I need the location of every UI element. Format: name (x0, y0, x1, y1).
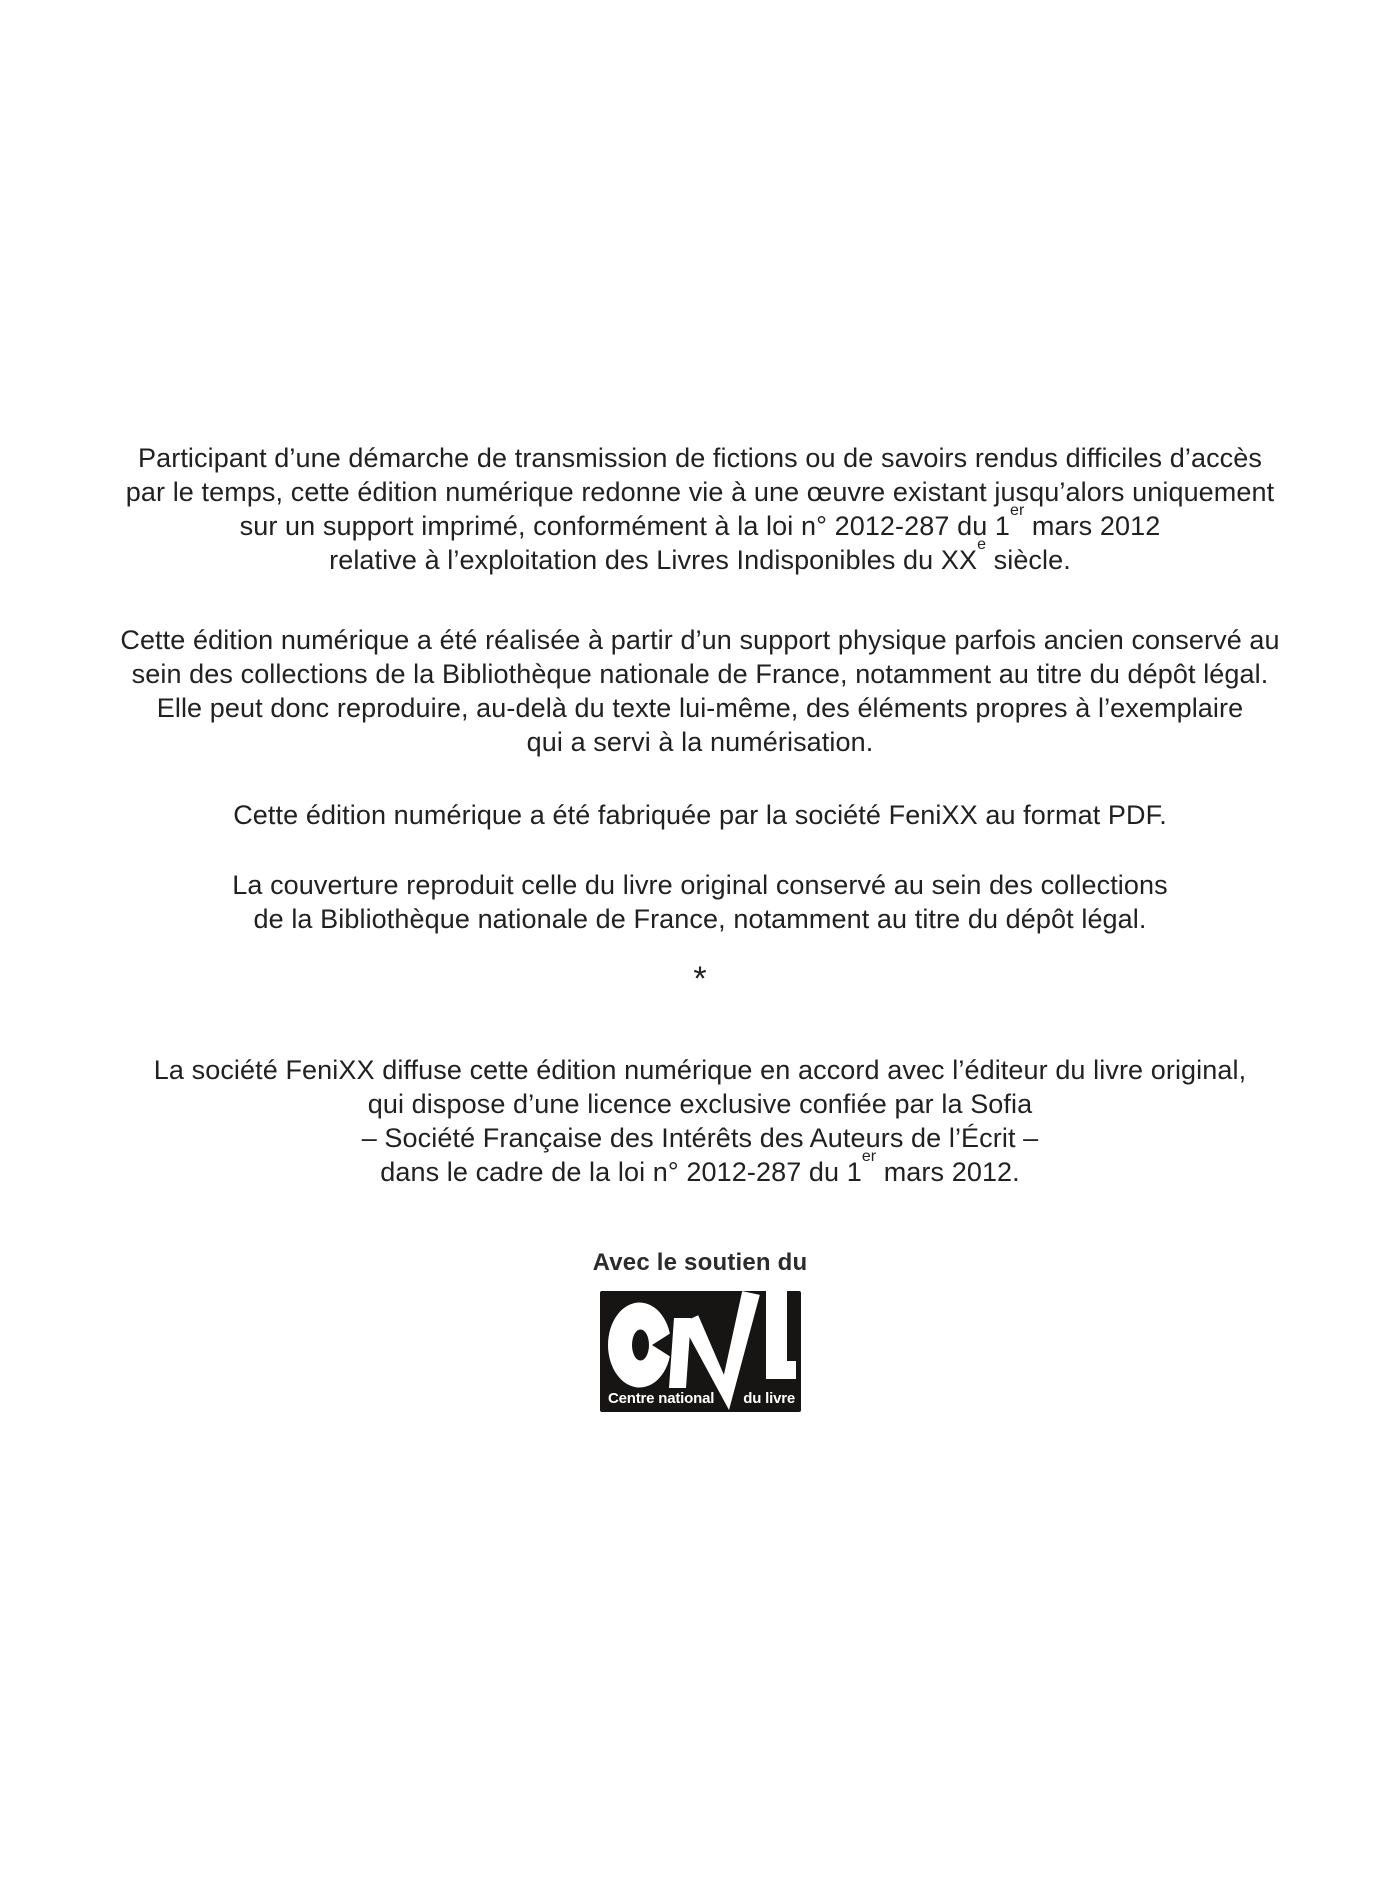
line-segment: siècle. (986, 545, 1071, 575)
paragraph-diffusion (0, 1053, 1400, 1189)
text-line (239, 502, 1161, 541)
cnl-logo-block (0, 1291, 1400, 1417)
text-line: par le temps, cette édition numérique redonne vie à une œuvre existant jusqu’alors uniquement (125, 477, 1275, 507)
paragraph-bnf-source (0, 623, 1400, 759)
logo-support-text: Avec le soutien du (592, 1249, 808, 1276)
text-line: sein des collections de la Bibliothèque nationale de France, notamment au titre du dépôt légal. (131, 659, 1269, 689)
superscript: e (977, 536, 987, 553)
text-line: Cette édition numérique a été réalisée à partir d’un support physique parfois ancien conservé au (120, 625, 1280, 655)
text-line: de la Bibliothèque nationale de France, notamment au titre du dépôt légal. (253, 904, 1147, 934)
line-segment: mars 2012 (1024, 511, 1161, 541)
text-line: Cette édition numérique a été fabriquée par la société FeniXX au format PDF. (233, 800, 1167, 830)
cnl-logo (600, 1291, 801, 1412)
superscript: er (861, 1148, 877, 1165)
paragraph-cover (0, 868, 1400, 936)
paragraph-legal-intro (0, 441, 1400, 577)
text-line: Elle peut donc reproduire, au-delà du texte lui-même, des éléments propres à l’exemplaire (156, 693, 1244, 723)
text-line: La couverture reproduit celle du livre original conservé au sein des collections (232, 870, 1168, 900)
cnl-caption-left: Centre national (607, 1390, 714, 1407)
asterisk-separator: * (693, 960, 707, 998)
text-line: Participant d’une démarche de transmission de fictions ou de savoirs rendus difficiles d’accès (138, 443, 1262, 473)
text-line: La société FeniXX diffuse cette édition numérique en accord avec l’éditeur du livre original, (153, 1055, 1247, 1085)
paragraph-fenixx-pdf (0, 798, 1400, 832)
line-segment: dans le cadre de la loi n° 2012-287 du 1 (380, 1157, 862, 1187)
line-segment: sur un support imprimé, conformément à la loi n° 2012-287 du 1 (239, 511, 1011, 541)
superscript: er (1010, 502, 1025, 519)
text-line: qui dispose d’une licence exclusive confiée par la Sofia (367, 1089, 1033, 1119)
text-line: – Société Française des Intérêts des Auteurs de l’Écrit – (361, 1123, 1039, 1153)
line-segment: relative à l’exploitation des Livres Indisponibles du XX (329, 545, 978, 575)
cnl-caption-right: du livre (742, 1390, 795, 1407)
text-line (380, 1148, 1020, 1187)
line-segment: mars 2012. (876, 1157, 1020, 1187)
text-line (329, 536, 1071, 575)
text-line: qui a servi à la numérisation. (526, 727, 874, 757)
